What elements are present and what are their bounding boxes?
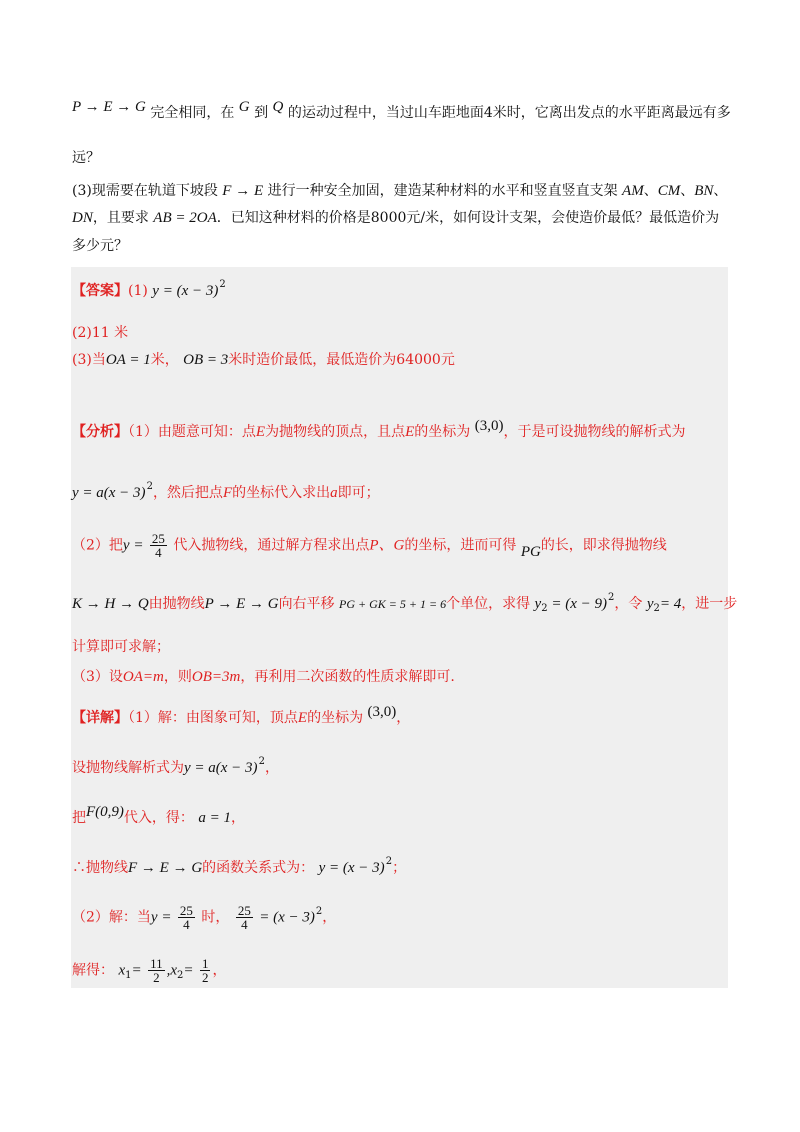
fraction-11-2: $\frac{11}{2}$	[150, 956, 163, 985]
fraction-25-4-b: $\frac{25}{4}$	[237, 903, 251, 932]
detail-line-3: 把F(0,9)代入，得： a = 1，	[72, 804, 245, 826]
analysis-line-3: （2）把y = $\frac{25}{4}$ 代入抛物线，通过解方程求出点P、G的坐标，进而可得 PG的长，即求得抛物线	[72, 531, 667, 560]
detail-line-4: ∴抛物线F → E → G的函数关系式为： $y = (x - 3)^2$；	[72, 856, 407, 876]
question-line-5: 多少元？	[72, 238, 128, 254]
fraction-25-4-a: $\frac{25}{4}$	[179, 903, 193, 932]
math-path-peg: P → E → G	[72, 99, 146, 115]
answer-label: 【答案】	[72, 283, 128, 299]
fraction-25-4: $\frac{25}{4}$	[151, 531, 165, 560]
question-line-1: P → E → G 完全相同，在 G 到 Q 的运动过程中，当过山车距地面4米时，它离出发点的水平距离最远有多	[72, 99, 731, 121]
question-line-3: (3)现需要在轨道下坡段 F → E 进行一种安全加固，建造某种材料的水平和竖直竖直支架 AM、CM、BN、	[72, 183, 728, 199]
analysis-label: 【分析】	[72, 424, 128, 440]
answer-line-1: 【答案】(1) $y = (x - 3)^2$	[72, 279, 226, 299]
detail-label: 【详解】	[72, 710, 128, 726]
analysis-line-2: $y = a(x - 3)^2$，然后把点F的坐标代入求出a即可；	[72, 481, 380, 501]
question-line-2: 远？	[72, 150, 100, 166]
analysis-line-6: （3）设OA=m，则OB=3m，再利用二次函数的性质求解即可.	[72, 669, 455, 685]
answer-line-2: (2)11 米	[72, 325, 129, 341]
question-line-4: DN，且要求 AB = 2OA．已知这种材料的价格是8000元/米，如何设计支架，会使造价最低？最低造价为	[72, 210, 720, 226]
detail-line-1: 【详解】（1）解：由图象可知，顶点E的坐标为 (3,0)，	[72, 704, 411, 726]
fraction-1-2: $\frac{1}{2}$	[201, 956, 209, 985]
analysis-line-5: 计算即可求解；	[72, 639, 170, 655]
analysis-line-1: 【分析】（1）由题意可知：点E为抛物线的顶点，且点E的坐标为 (3,0)，于是可设抛物线的解析式为	[72, 418, 686, 440]
detail-line-5: （2）解：当y = $\frac{25}{4}$ 时， $\frac{25}{4}$ = $(x - 3)^2$，	[72, 903, 337, 932]
analysis-line-4: K → H → Q由抛物线P → E → G向右平移 PG + GK = 5 + 1 = 6个单位，求得 $y_2 = (x - 9)^2$，令 $y_2= 4$，进一步	[72, 592, 738, 614]
detail-line-6: 解得： $x_1=$ $\frac{11}{2}$ $,x_2=$ $\frac{1}{2}$ ，	[72, 956, 227, 985]
detail-line-2: 设抛物线解析式为$y = a(x - 3)^2$，	[72, 756, 279, 776]
answer-line-3: (3)当OA = 1米， OB = 3米时造价最低，最低造价为64000元	[72, 352, 455, 368]
